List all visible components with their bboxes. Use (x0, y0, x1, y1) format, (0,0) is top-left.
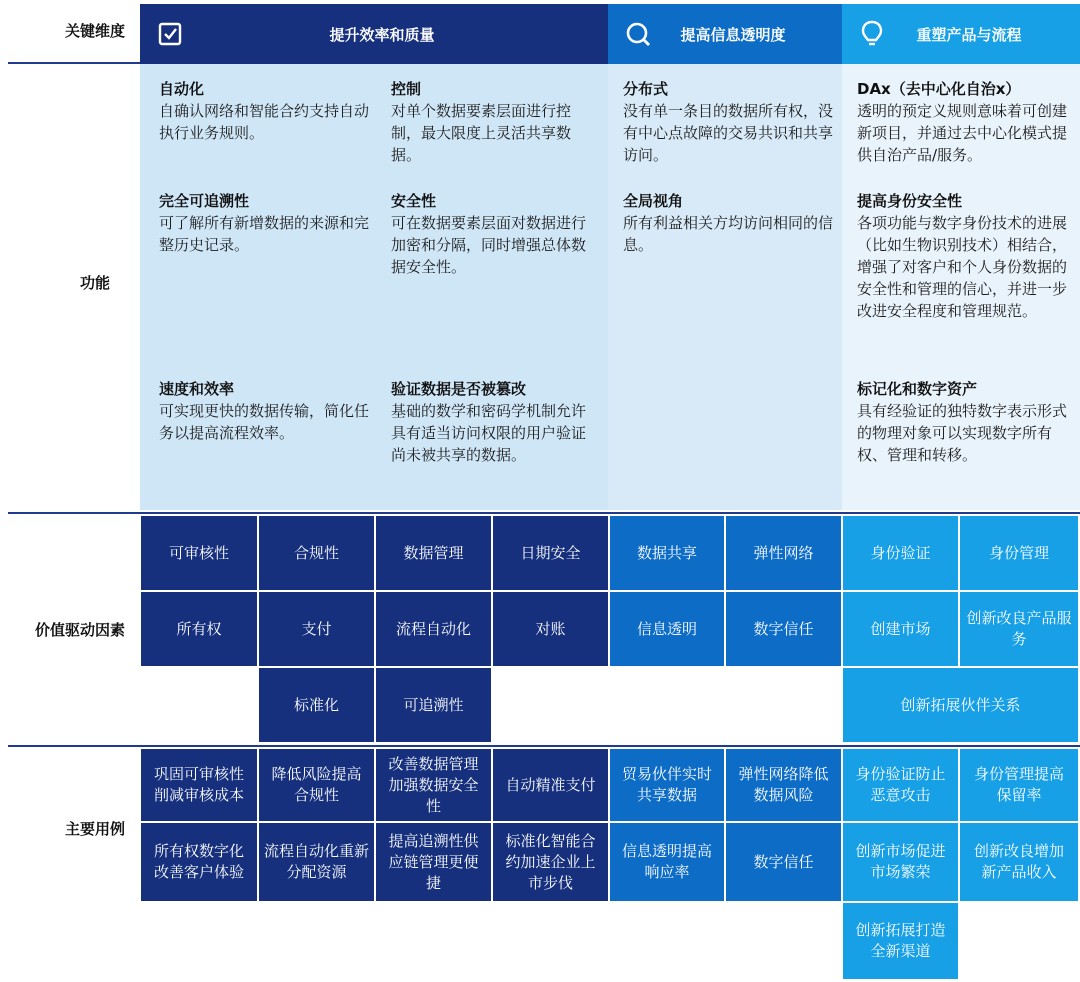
use-case-digital-trust: 数字信任 (726, 823, 841, 901)
use-case-standardization: 标准化智能合约加速企业上市步伐 (493, 823, 608, 901)
function-title: 速度和效率 (159, 380, 235, 398)
function-desc: 透明的预定义规则意味着可创建新项目，并通过去中心化模式提供自治产品/服务。 (857, 102, 1068, 164)
checkbox-icon (156, 20, 184, 48)
use-case-risk: 降低风险提高合规性 (259, 749, 374, 821)
function-desc: 对单个数据要素层面进行控制，最大限度上灵活共享数据。 (391, 102, 572, 164)
function-title: 验证数据是否被篡改 (391, 380, 527, 398)
function-title: 提高身份安全性 (857, 192, 963, 210)
use-case-process-automation: 流程自动化重新分配资源 (259, 823, 374, 901)
function-title: 安全性 (391, 192, 437, 210)
function-tokenization (857, 378, 1067, 466)
driver-ownership: 所有权 (141, 592, 257, 666)
function-dax (857, 78, 1067, 166)
use-case-auto-payment: 自动精准支付 (493, 749, 608, 821)
use-case-innovate-channel: 创新拓展打造全新渠道 (843, 903, 958, 979)
header-title: 提高信息透明度 (680, 25, 786, 44)
driver-traceability: 可追溯性 (376, 668, 491, 742)
function-desc: 基础的数学和密码学机制允许具有适当访问权限的用户验证尚未被共享的数据。 (391, 402, 587, 464)
use-case-innovate-product: 创新改良增加新产品收入 (960, 823, 1078, 901)
row-label-use-cases: 主要用例 (64, 820, 125, 838)
function-verify (391, 378, 596, 466)
driver-reconciliation: 对账 (493, 592, 608, 666)
use-case-realtime-sharing: 贸易伙伴实时共享数据 (610, 749, 724, 821)
driver-identity-verification: 身份验证 (843, 516, 958, 590)
driver-info-transparency: 信息透明 (610, 592, 724, 666)
function-title: 标记化和数字资产 (857, 380, 978, 398)
header-efficiency (140, 4, 608, 64)
header-title: 重塑产品与流程 (916, 25, 1022, 44)
driver-identity-management: 身份管理 (960, 516, 1078, 590)
function-desc: 自确认网络和智能合约支持自动执行业务规则。 (159, 102, 370, 142)
header-transparency (608, 4, 842, 64)
function-automation (159, 78, 369, 144)
function-desc: 可在数据要素层面对数据进行加密和分隔，同时增强总体数据安全性。 (391, 214, 587, 276)
header-title: 提升效率和质量 (329, 25, 435, 44)
function-title: 全局视角 (623, 192, 684, 210)
use-case-data-management: 改善数据管理加强数据安全性 (376, 749, 491, 821)
use-case-identity-verification: 身份验证防止恶意攻击 (843, 749, 958, 821)
function-title: DAx（去中心化自治x） (857, 80, 1021, 98)
driver-payment: 支付 (259, 592, 374, 666)
driver-create-market: 创建市场 (843, 592, 958, 666)
driver-data-management: 数据管理 (376, 516, 491, 590)
function-title: 分布式 (623, 80, 669, 98)
row-label-functions: 功能 (79, 274, 110, 292)
driver-auditability: 可审核性 (141, 516, 257, 590)
driver-resilient-network: 弹性网络 (726, 516, 841, 590)
row-label-dimension: 关键维度 (64, 22, 125, 40)
function-title: 自动化 (159, 80, 205, 98)
magnifier-icon (624, 20, 652, 48)
function-global-view (623, 190, 833, 256)
use-case-identity-management: 身份管理提高保留率 (960, 749, 1078, 821)
use-case-resilient-network: 弹性网络降低数据风险 (726, 749, 841, 821)
use-case-auditability: 巩固可审核性削减审核成本 (141, 749, 257, 821)
function-title: 完全可追溯性 (159, 192, 250, 210)
use-case-info-transparency: 信息透明提高响应率 (610, 823, 724, 901)
function-desc: 所有利益相关方均访问相同的信息。 (623, 214, 834, 254)
divider-functions (8, 512, 1080, 514)
use-case-create-market: 创新市场促进市场繁荣 (843, 823, 958, 901)
divider-drivers (8, 745, 1080, 747)
driver-innovate-product: 创新改良产品服务 (960, 592, 1078, 666)
lightbulb-icon (858, 20, 886, 48)
function-speed (159, 378, 369, 444)
function-desc: 各项功能与数字身份技术的进展（比如生物识别技术）相结合，增强了对客户和个人身份数据的安全性和管理的信心，并进一步改进安全程度和管理规范。 (857, 214, 1068, 320)
row-label-value-drivers: 价值驱动因素 (34, 621, 125, 639)
function-desc: 可实现更快的数据传输，简化任务以提高流程效率。 (159, 402, 370, 442)
function-distributed (623, 78, 833, 166)
function-security (391, 190, 596, 278)
driver-standardization: 标准化 (259, 668, 374, 742)
driver-compliance: 合规性 (259, 516, 374, 590)
header-reshape (842, 4, 1080, 64)
function-desc: 可了解所有新增数据的来源和完整历史记录。 (159, 214, 370, 254)
function-identity-security (857, 190, 1067, 322)
driver-date-security: 日期安全 (493, 516, 608, 590)
use-case-ownership: 所有权数字化改善客户体验 (141, 823, 257, 901)
function-desc: 没有单一条目的数据所有权，没有中心点故障的交易共识和共享访问。 (623, 102, 834, 164)
driver-innovate-partnership: 创新拓展伙伴关系 (843, 668, 1078, 742)
use-case-traceability: 提高追溯性供应链管理更便捷 (376, 823, 491, 901)
function-control (391, 78, 596, 166)
driver-process-automation: 流程自动化 (376, 592, 491, 666)
driver-digital-trust: 数字信任 (726, 592, 841, 666)
driver-data-sharing: 数据共享 (610, 516, 724, 590)
function-traceability (159, 190, 369, 256)
function-desc: 具有经验证的独特数字表示形式的物理对象可以实现数字所有权、管理和转移。 (857, 402, 1068, 464)
function-title: 控制 (391, 80, 422, 98)
